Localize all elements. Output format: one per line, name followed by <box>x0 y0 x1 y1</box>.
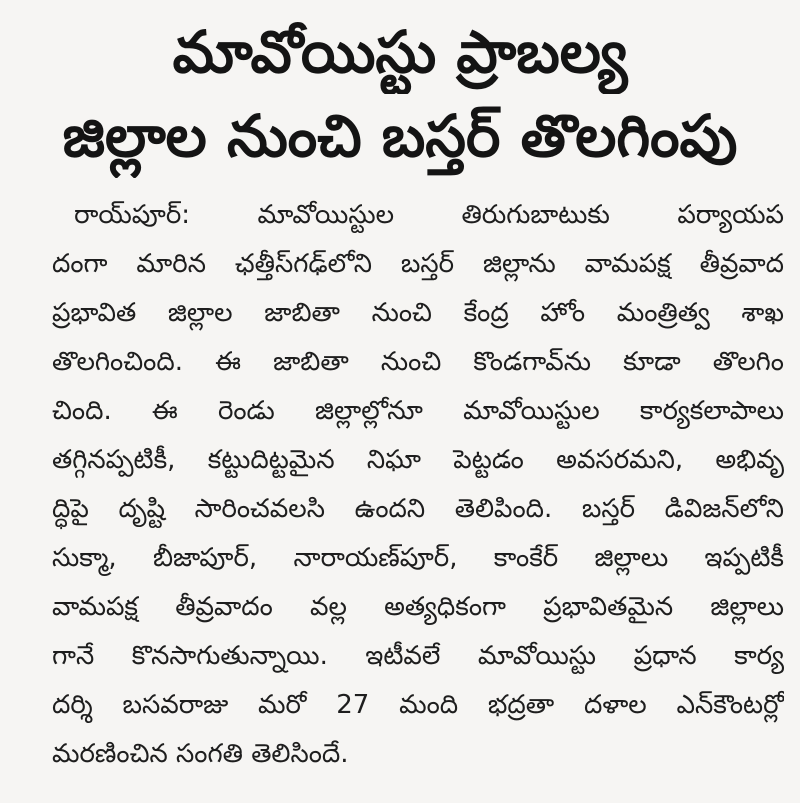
body-line-4: తొలగించింది. ఈ జాబితా నుంచి కొండగావ్‌ను కూడా తొలగిం <box>52 347 784 377</box>
body-line-8: సుక్మా, బీజాపూర్, నారాయణ్‌పూర్, కాంకేర్ జిల్లాలు ఇప్పటికీ <box>52 543 784 573</box>
body-line-3: ప్రభావిత జిల్లాల జాబితా నుంచి కేంద్ర హోం మంత్రిత్వ శాఖ <box>52 298 784 328</box>
article-headline <box>20 10 780 178</box>
body-line-5: చింది. ఈ రెండు జిల్లాల్లోనూ మావోయిస్టుల కార్యకలాపాలు <box>52 396 784 426</box>
body-line-7: ద్ధిపై దృష్టి సారించవలసి ఉందని తెలిపింది. బస్తర్ డివిజన్‌లోని <box>52 494 784 524</box>
body-line-12: మరణించిన సంగతి తెలిసిందే. <box>52 739 349 769</box>
body-line-10: గానే కొనసాగుతున్నాయి. ఇటీవలే మావోయిస్టు ప్రధాన కార్య <box>52 641 784 671</box>
headline-line-1: మావోయిస్టు ప్రాబల్య <box>172 18 628 86</box>
body-line-1: రాయ్‌పూర్: మావోయిస్టుల తిరుగుబాటుకు పర్యాయప <box>74 200 784 230</box>
body-line-11: దర్శి బసవరాజు మరో 27 మంది భద్రతా దళాల ఎన్‌కౌంటర్లో <box>52 690 784 720</box>
headline-line-2: జిల్లాల నుంచి బస్తర్ తొలగింపు <box>62 102 738 170</box>
body-line-2: దంగా మారిన ఛత్తీస్‌గఢ్‌లోని బస్తర్ జిల్లాను వామపక్ష తీవ్రవాద <box>52 249 784 279</box>
article-body <box>52 191 784 779</box>
body-line-9: వామపక్ష తీవ్రవాదం వల్ల అత్యధికంగా ప్రభావితమైన జిల్లాలు <box>52 592 784 622</box>
body-line-6: తగ్గినప్పటికీ, కట్టుదిట్టమైన నిఘా పెట్టడం అవసరమని, అభివృ <box>52 445 784 475</box>
